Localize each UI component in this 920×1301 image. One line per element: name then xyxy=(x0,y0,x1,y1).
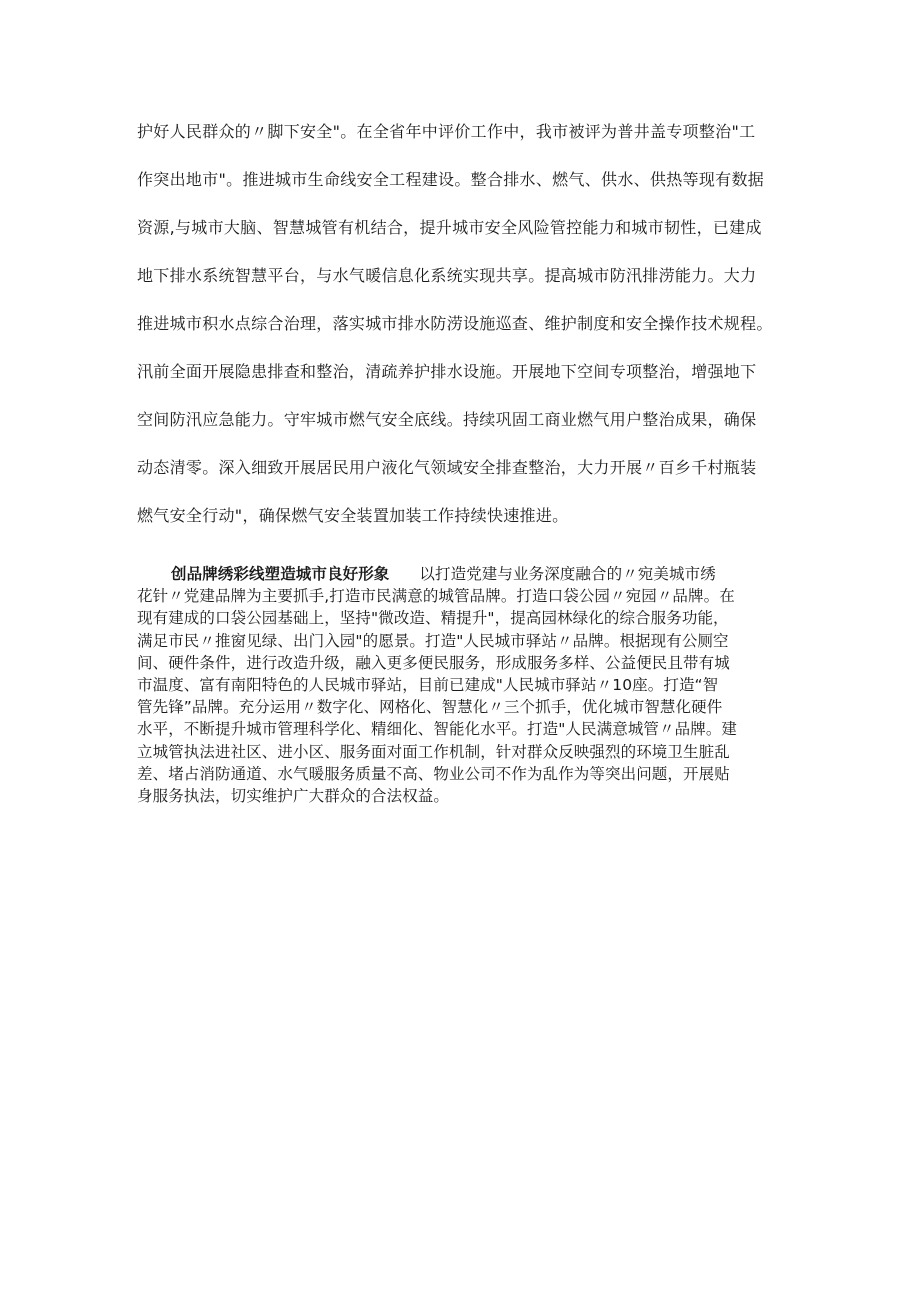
text-line: 资源,与城市大脑、智慧城管有机结合，提升城市安全风险管控能力和城市韧性，已建成 xyxy=(137,218,762,237)
text-line: 空间防汛应急能力。守牢城市燃气安全底线。持续巩固工商业燃气用户整治成果，确保 xyxy=(137,410,757,429)
text-line: 花针〃党建品牌为主要抓手,打造市民满意的城管品牌。打造口袋公园〃宛园〃品牌。在 xyxy=(137,587,735,606)
text-line: 现有建成的口袋公园基础上，坚持"微改造、精提升"，提高园林绿化的综合服务功能， xyxy=(137,609,729,628)
text-line: 身服务执法，切实维护广大群众的合法权益。 xyxy=(137,786,450,805)
paragraph-safety xyxy=(137,118,797,550)
text-line: 水平，不断提升城市管理科学化、精细化、智能化水平。打造"人民满意城管〃品牌。建 xyxy=(137,720,738,739)
text-line: 推进城市积水点综合治理，落实城市排水防涝设施巡查、维护制度和安全操作技术规程。 xyxy=(137,314,773,333)
text-line xyxy=(137,563,797,585)
section-heading: 创品牌绣彩线塑造城市良好形象 xyxy=(171,565,390,583)
text-line: 市温度、富有南阳特色的人民城市驿站，目前已建成"人民城市驿站〃10座。打造“智 xyxy=(137,675,719,694)
text-line: 间、硬件条件，进行改造升级，融入更多便民服务，形成服务多样、公益便民且带有城 xyxy=(137,653,730,672)
text-line: 差、堵占消防通道、水气暖服务质量不高、物业公司不作为乱作为等突出问题，开展贴 xyxy=(137,764,730,783)
text-line: 动态清零。深入细致开展居民用户液化气领域安全排查整治，大力开展〃百乡千村瓶装 xyxy=(137,458,757,477)
text-line: 作突出地市"。推进城市生命线安全工程建设。整合排水、燃气、供水、供热等现有数据 xyxy=(137,170,765,189)
paragraph-brand xyxy=(137,563,797,807)
text-line: 管先锋”品牌。充分运用〃数字化、网格化、智慧化〃三个抓手，优化城市智慧化硬件 xyxy=(137,698,723,717)
text-line: 燃气安全行动"，确保燃气安全装置加装工作持续快速推进。 xyxy=(137,506,569,525)
text-line: 立城管执法进社区、进小区、服务面对面工作机制，针对群众反映强烈的环境卫生脏乱 xyxy=(137,742,730,761)
text-line: 护好人民群众的〃脚下安全"。在全省年中评价工作中，我市被评为普井盖专项整治"工 xyxy=(137,122,756,141)
text-line: 地下排水系统智慧平台，与水气暖信息化系统实现共享。提高城市防汛排涝能力。大力 xyxy=(137,266,757,285)
heading-line-text: 以打造党建与业务深度融合的〃宛美城市绣 xyxy=(419,565,716,583)
text-line: 满足市民〃推窗见绿、出门入园"的愿景。打造"人民城市驿站〃品牌。根据现有公厕空 xyxy=(137,631,729,650)
text-line: 汛前全面开展隐患排查和整治，清疏养护排水设施。开展地下空间专项整治，增强地下 xyxy=(137,362,757,381)
